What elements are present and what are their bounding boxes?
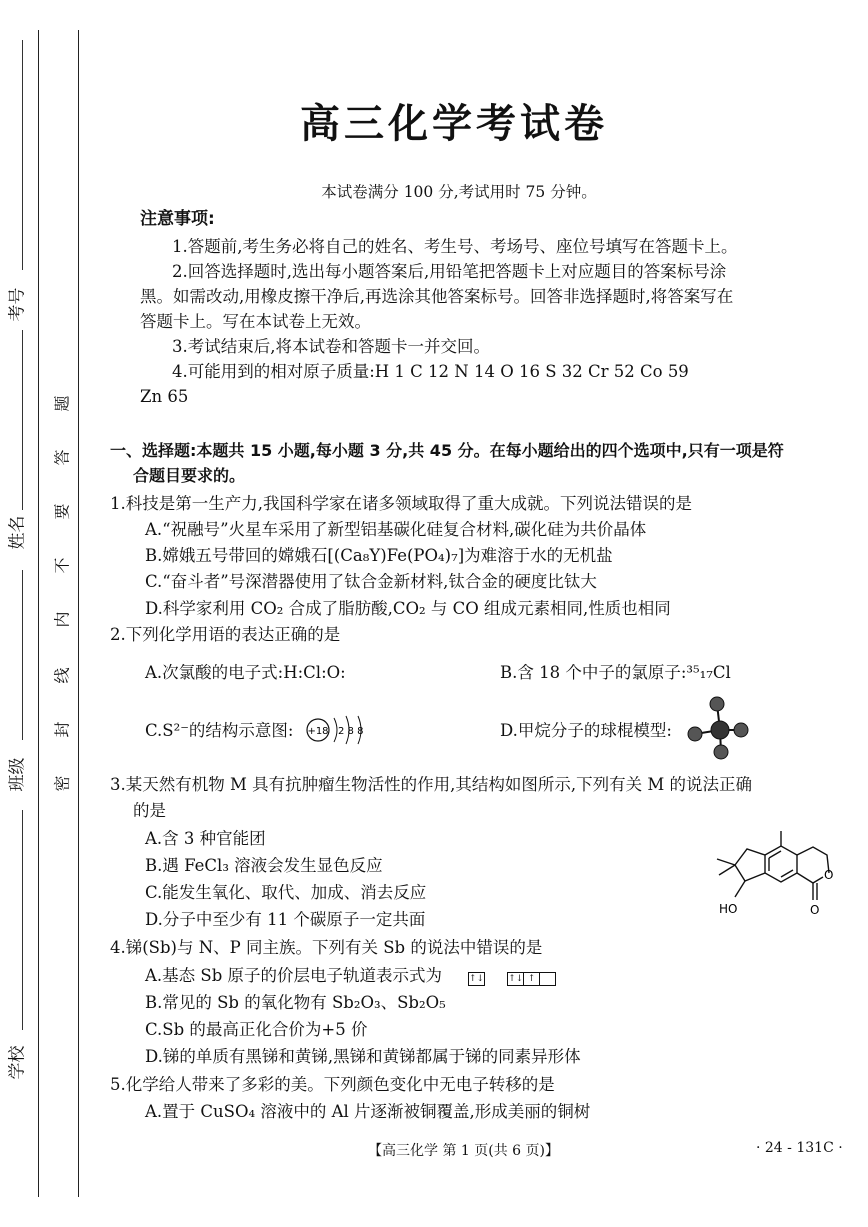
binding-char: 答 xyxy=(52,449,72,466)
methane-ball-stick-model xyxy=(683,694,753,764)
name-label: 姓名 xyxy=(7,515,28,550)
class-underline xyxy=(22,570,23,740)
ring-o-label: O xyxy=(824,868,834,882)
notice-item: Zn 65 xyxy=(140,387,189,406)
orbital-s-box: ↑↓ xyxy=(469,973,485,984)
notice-heading: 注意事项: xyxy=(140,209,215,229)
orbital-p-box: ↑↓ xyxy=(508,973,524,984)
class-label: 班级 xyxy=(7,757,28,792)
orbital-p-box-empty xyxy=(539,972,556,986)
school-underline xyxy=(22,810,23,1030)
orbital-diagram xyxy=(468,968,556,987)
option-a: A.含 3 种官能团 xyxy=(145,829,266,848)
option-a: A.“祝融号”火星车采用了新型铝基碳化硅复合材料,碳化硅为共价晶体 xyxy=(145,520,647,539)
binding-char: 题 xyxy=(52,395,72,412)
binding-char: 不 xyxy=(52,557,72,574)
ho-label: HO xyxy=(719,902,738,916)
option-b: B.常见的 Sb 的氧化物有 Sb₂O₃、Sb₂O₅ xyxy=(145,993,446,1012)
question-stem: 4.锑(Sb)与 N、P 同主族。下列有关 Sb 的说法中错误的是 xyxy=(110,938,543,957)
question-stem: 1.科技是第一生产力,我国科学家在诸多领域取得了重大成就。下列说法错误的是 xyxy=(110,494,692,513)
nucleus-charge: +18 xyxy=(307,726,329,737)
option-c: C.能发生氧化、取代、加成、消去反应 xyxy=(145,883,427,902)
notice-item: 1.答题前,考生务必将自己的姓名、考生号、考场号、座位号填写在答题卡上。 xyxy=(172,237,738,256)
question-stem-cont: 的是 xyxy=(133,801,166,820)
binding-char: 封 xyxy=(52,721,72,738)
exam-no-underline xyxy=(22,40,23,270)
option-a: A.次氯酸的电子式:H:Cl:O: xyxy=(145,663,346,682)
option-a: A.基态 Sb 原子的价层电子轨道表示式为 xyxy=(145,966,443,985)
option-b: B.嫦娥五号带回的嫦娥石[(Ca₈Y)Fe(PO₄)₇]为难溶于水的无机盐 xyxy=(145,546,613,565)
option-d: D.锑的单质有黑锑和黄锑,黑锑和黄锑都属于锑的同素异形体 xyxy=(145,1047,581,1066)
notice-item: 2.回答选择题时,选出每小题答案后,用铅笔把答题卡上对应题目的答案标号涂 xyxy=(172,262,727,281)
question-stem: 5.化学给人带来了多彩的美。下列颜色变化中无电子转移的是 xyxy=(110,1075,555,1094)
page-code: · 24 - 131C · xyxy=(756,1140,843,1156)
exam-no-label: 考号 xyxy=(7,287,28,322)
option-c: C.S²⁻的结构示意图: xyxy=(145,721,294,740)
orbital-p-box: ↑ xyxy=(523,972,540,986)
question-stem: 3.某天然有机物 M 具有抗肿瘤生物活性的作用,其结构如图所示,下列有关 M 的说法正确 xyxy=(110,775,753,794)
binding-line-inner xyxy=(38,30,39,1197)
option-d: D.科学家利用 CO₂ 合成了脂肪酸,CO₂ 与 CO 组成元素相同,性质也相同 xyxy=(145,599,671,618)
sulfide-ion-structure-diagram xyxy=(304,712,374,748)
binding-char: 线 xyxy=(52,667,72,684)
page-title: 高三化学考试卷 xyxy=(300,101,608,147)
electron-shells: 2 8 8 xyxy=(338,726,364,737)
notice-item: 答题卡上。写在本试卷上无效。 xyxy=(140,312,371,331)
page-subtitle: 本试卷满分 100 分,考试用时 75 分钟。 xyxy=(321,183,597,201)
binding-char: 要 xyxy=(52,503,72,520)
name-underline xyxy=(22,330,23,510)
notice-item: 黑。如需改动,用橡皮擦干净后,再选涂其他答案标号。回答非选择题时,将答案写在 xyxy=(140,287,734,306)
school-label: 学校 xyxy=(7,1045,28,1080)
option-c: C.“奋斗者”号深潜器使用了钛合金新材料,钛合金的硬度比钛大 xyxy=(145,572,597,591)
option-a: A.置于 CuSO₄ 溶液中的 Al 片逐渐被铜覆盖,形成美丽的铜树 xyxy=(145,1102,591,1121)
molecule-m-structure xyxy=(705,825,835,920)
page-footer: 【高三化学 第 1 页(共 6 页)】 xyxy=(368,1143,559,1159)
section-heading-cont: 合题目要求的。 xyxy=(133,466,246,485)
binding-char: 内 xyxy=(52,611,72,628)
notice-item: 3.考试结束后,将本试卷和答题卡一并交回。 xyxy=(172,337,490,356)
binding-line-outer xyxy=(78,30,79,1197)
carbonyl-o-label: O xyxy=(810,903,820,917)
notice-item: 4.可能用到的相对原子质量:H 1 C 12 N 14 O 16 S 32 Cr 52 Co 59 xyxy=(172,362,689,381)
option-d: D.甲烷分子的球棍模型: xyxy=(500,721,672,740)
question-stem: 2.下列化学用语的表达正确的是 xyxy=(110,625,341,644)
binding-char: 密 xyxy=(52,775,72,792)
option-d: D.分子中至少有 11 个碳原子一定共面 xyxy=(145,910,426,929)
section-heading: 一、选择题:本题共 15 小题,每小题 3 分,共 45 分。在每小题给出的四个选项中,只有一项是符 xyxy=(110,441,784,460)
option-b: B.遇 FeCl₃ 溶液会发生显色反应 xyxy=(145,856,383,875)
option-c: C.Sb 的最高正化合价为+5 价 xyxy=(145,1020,368,1039)
option-b: B.含 18 个中子的氯原子:³⁵₁₇Cl xyxy=(500,663,731,682)
